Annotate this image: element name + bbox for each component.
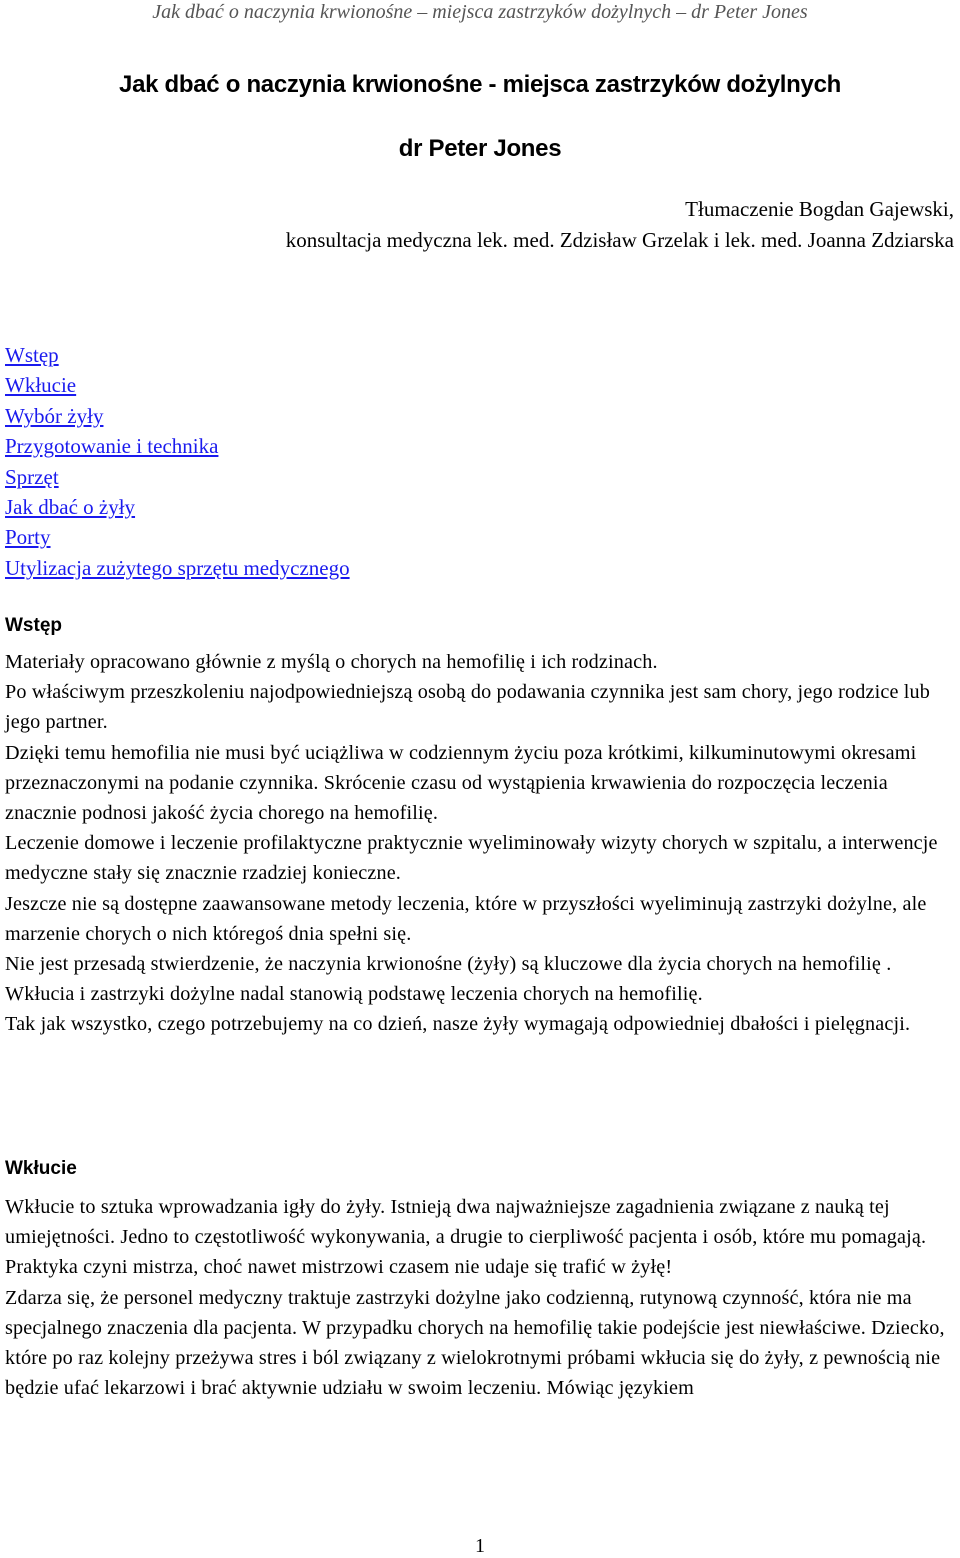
section-body-wstep: [5, 647, 960, 1040]
translation-line-2: konsultacja medyczna lek. med. Zdzisław Grzelak i lek. med. Joanna Zdziarska: [285, 228, 954, 252]
paragraph: Jeszcze nie są dostępne zaawansowane metody leczenia, które w przyszłości wyeliminują zastrzyki dożylne, ale marzenie chorych o nich któregoś dnia spełni się.: [5, 892, 927, 945]
translation-credits: [54, 194, 954, 256]
table-of-contents: [5, 340, 905, 583]
toc-link-sprzet[interactable]: Sprzęt: [5, 464, 59, 489]
page-number: 1: [475, 1535, 485, 1557]
paragraph: Po właściwym przeszkoleniu najodpowiedniejszą osobą do podawania czynnika jest sam chory, jego rodzice lub jego partner.: [5, 681, 931, 734]
running-header: Jak dbać o naczynia krwionośne – miejsca zastrzyków dożylnych – dr Peter Jones: [152, 1, 808, 23]
paragraph: Leczenie domowe i leczenie profilaktyczne praktycznie wyeliminowały wizyty chorych w szpitalu, a interwencje medyczne stały się znacznie rzadziej konieczne.: [5, 832, 938, 885]
paragraph: Wkłucia i zastrzyki dożylne nadal stanowią podstawę leczenia chorych na hemofilię.: [5, 983, 703, 1006]
toc-link-przygotowanie[interactable]: Przygotowanie i technika: [5, 434, 219, 459]
toc-link-porty[interactable]: Porty: [5, 525, 51, 550]
toc-link-wstep[interactable]: Wstęp: [5, 343, 59, 367]
paragraph: Dzięki temu hemofilia nie musi być uciążliwa w codziennym życiu poza krótkimi, kilkuminutowymi okresami przeznaczonymi na podanie czynnika. Skrócenie czasu od wystąpienia krwawienia do rozpoczęcia leczenia znacznie podnosi jakość życia chorego na hemofilię.: [5, 741, 917, 825]
toc-link-jak-dbac[interactable]: Jak dbać o żyły: [5, 495, 136, 520]
section-body-wklucie: [5, 1192, 960, 1403]
document-author: dr Peter Jones: [398, 135, 562, 162]
paragraph: Wkłucie to sztuka wprowadzania igły do żyły. Istnieją dwa najważniejsze zagadnienia związane z nauką tej umiejętności. Jedno to częstotliwość wykonywania, a drugie to cierpliwość pacjenta i osób, które mu pomagają. Praktyka czyni mistrza, choć nawet mistrzowi czasem nie udaje się trafić w żyłę!: [5, 1196, 927, 1279]
section-heading-wstep: Wstęp: [5, 615, 62, 636]
paragraph: Zdarza się, że personel medyczny traktuje zastrzyki dożylne jako codzienną, rutynową czynność, która nie ma specjalnego znaczenia dla pacjenta. W przypadku chorych na hemofilię takie podejście jest niewłaściwe. Dziecko, które po raz kolejny przeżywa stres i ból związany z wielokrotnymi próbami wkłucia się do żyły, z pewnością nie będzie ufać lekarzowi i brać aktywnie udziału w swoim leczeniu. Mówiąc językiem: [5, 1286, 945, 1400]
section-heading-wklucie: Wkłucie: [5, 1158, 77, 1179]
toc-link-utylizacja[interactable]: Utylizacja zużytego sprzętu medycznego: [5, 555, 350, 580]
translation-line-1: Tłumaczenie Bogdan Gajewski,: [685, 197, 954, 221]
toc-link-wklucie[interactable]: Wkłucie: [5, 373, 77, 398]
toc-link-wybor-zyly[interactable]: Wybór żyły: [5, 403, 104, 428]
paragraph: Materiały opracowano głównie z myślą o chorych na hemofilię i ich rodzinach.: [5, 651, 658, 673]
paragraph: Tak jak wszystko, czego potrzebujemy na co dzień, nasze żyły wymagają odpowiedniej dbałości i pielęgnacji.: [5, 1013, 911, 1036]
document-title: Jak dbać o naczynia krwionośne - miejsca zastrzyków dożylnych: [119, 71, 841, 98]
paragraph: Nie jest przesadą stwierdzenie, że naczynia krwionośne (żyły) są kluczowe dla życia chorych na hemofilię .: [5, 953, 892, 976]
